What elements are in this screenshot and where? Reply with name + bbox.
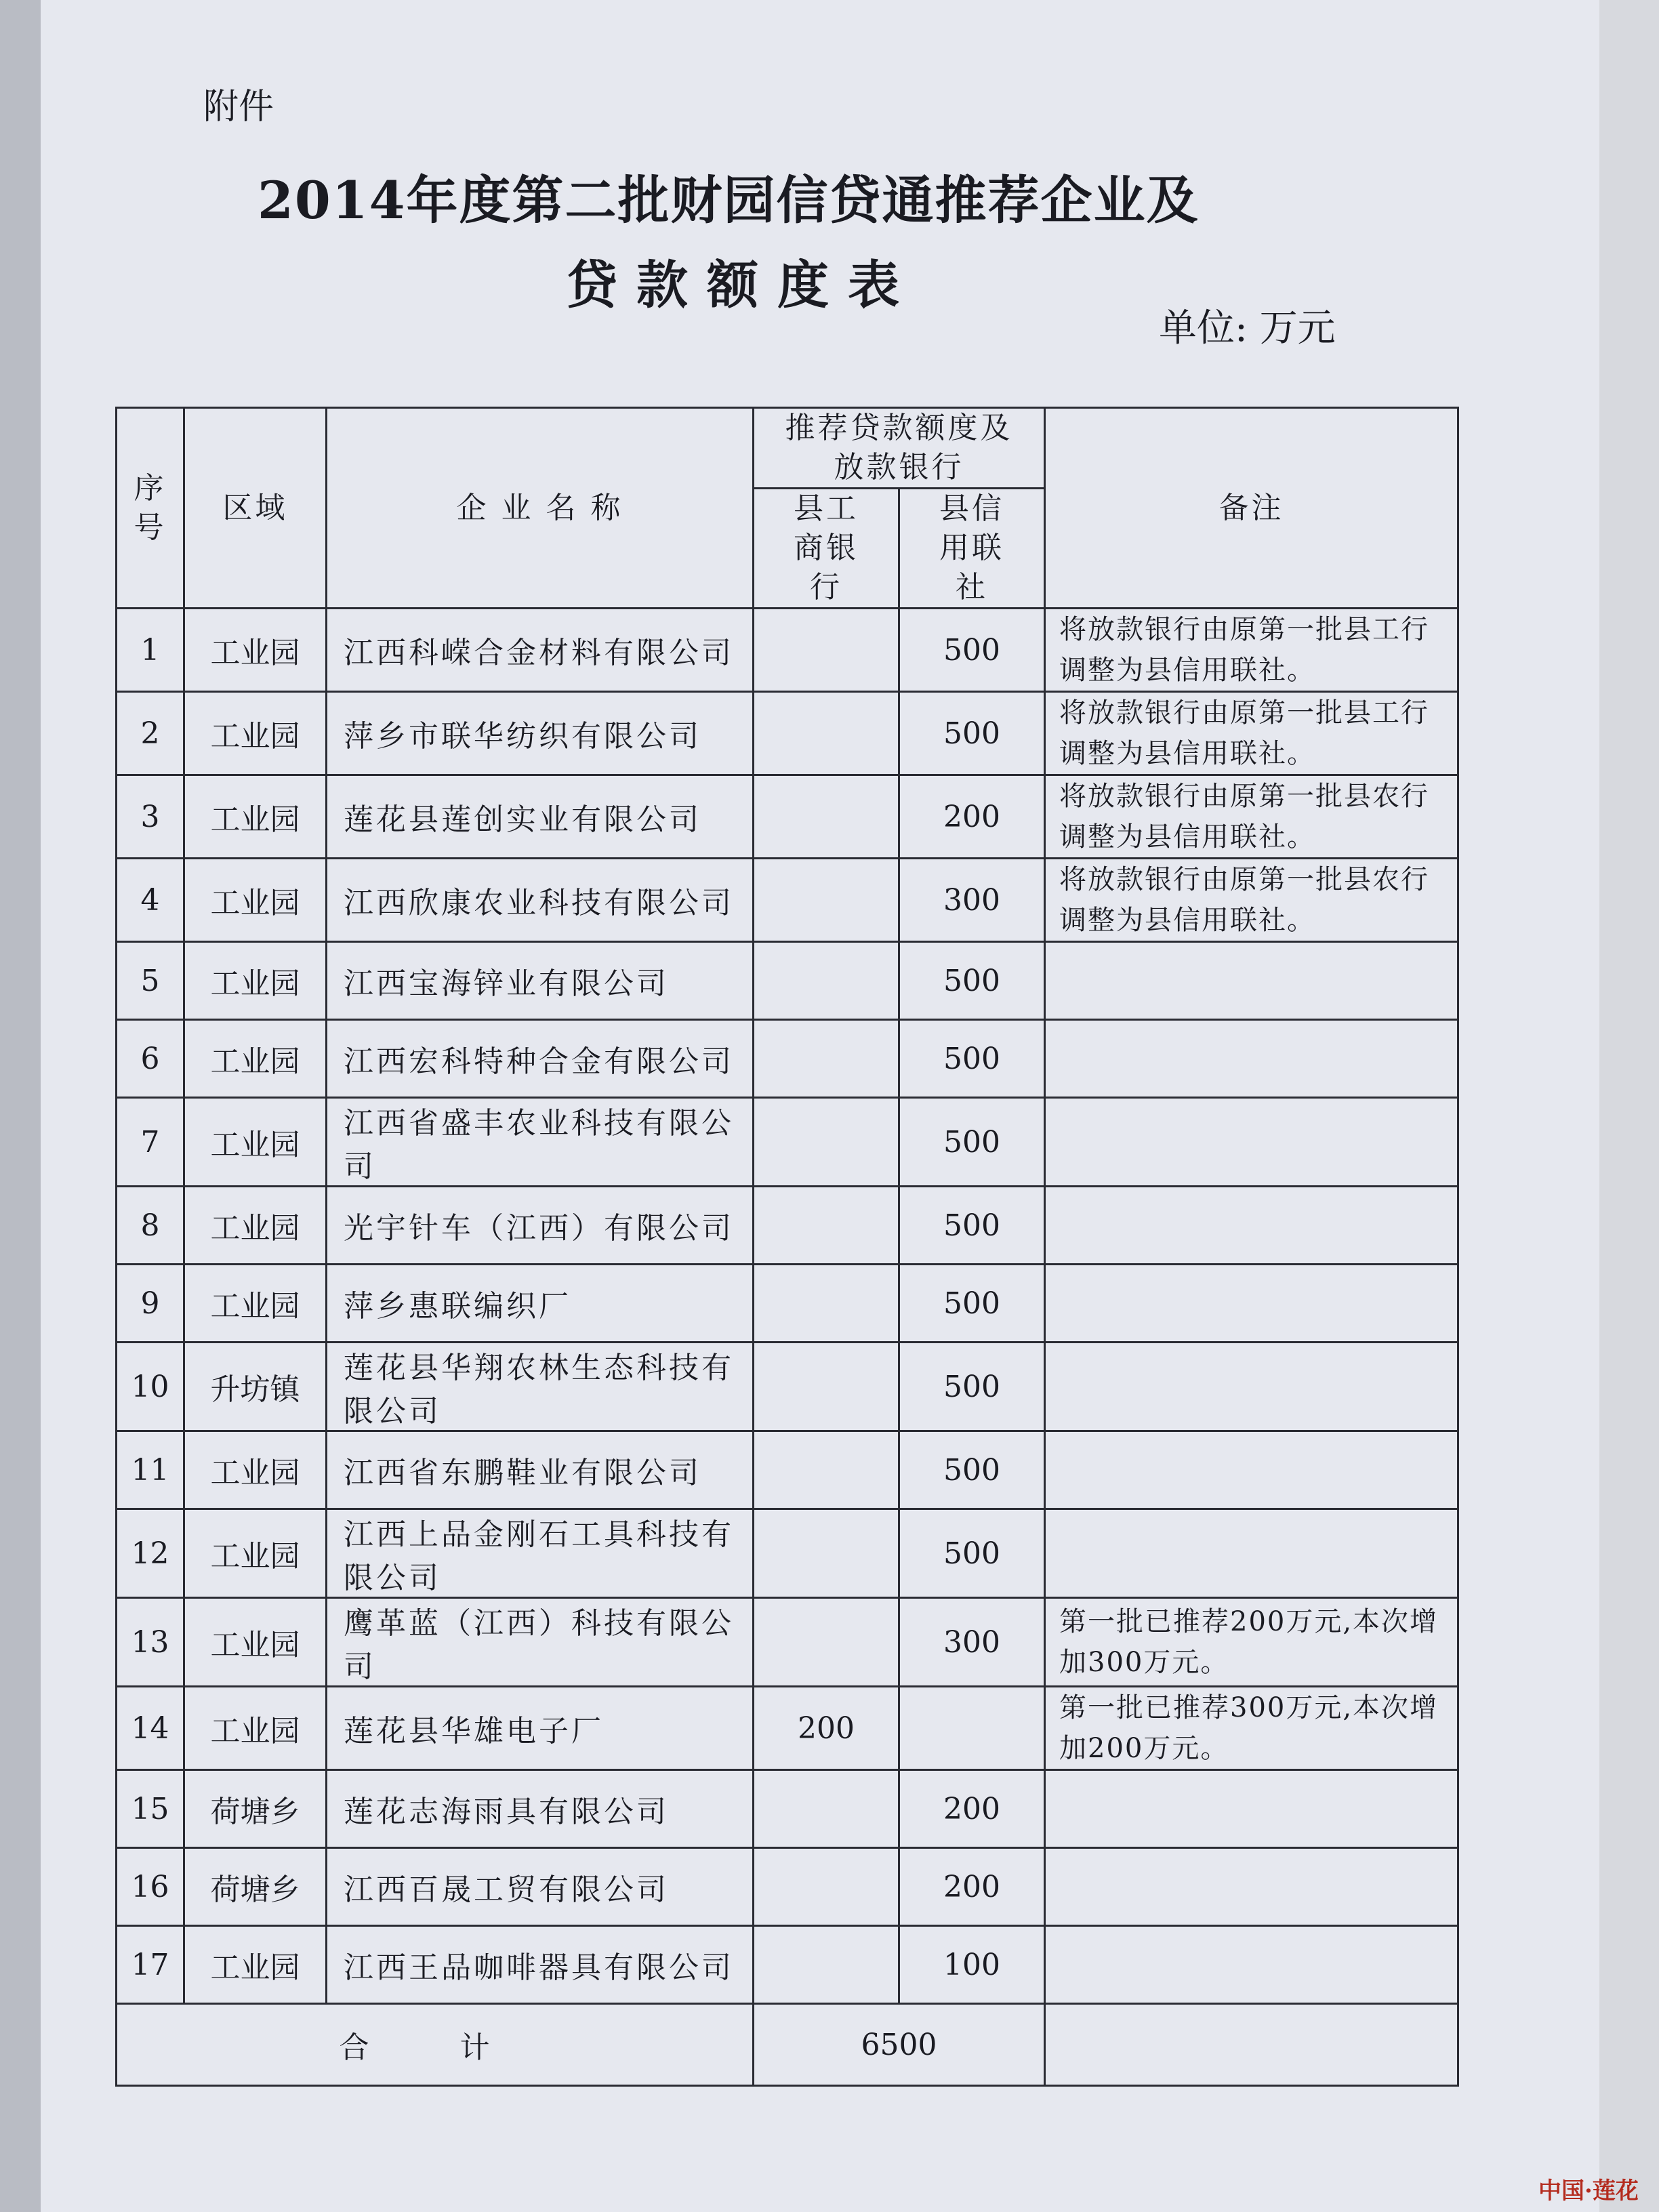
cell-remark: 将放款银行由原第一批县工行调整为县信用联社。 xyxy=(1045,609,1458,692)
cell-remark: 将放款银行由原第一批县农行调整为县信用联社。 xyxy=(1045,859,1458,942)
cell-bank1 xyxy=(754,1265,899,1343)
cell-seq: 2 xyxy=(117,692,184,775)
cell-bank2: 300 xyxy=(899,859,1045,942)
cell-bank2: 500 xyxy=(899,942,1045,1020)
cell-region: 工业园 xyxy=(184,609,327,692)
cell-bank2: 500 xyxy=(899,1265,1045,1343)
cell-seq: 9 xyxy=(117,1265,184,1343)
attachment-label: 附件 xyxy=(203,87,274,127)
cell-bank1: 200 xyxy=(754,1687,899,1770)
cell-company: 萍乡惠联编织厂 xyxy=(327,1265,754,1343)
cell-seq: 10 xyxy=(117,1343,184,1431)
cell-bank2: 200 xyxy=(899,1770,1045,1848)
cell-bank2: 500 xyxy=(899,1509,1045,1598)
cell-company: 光宇针车（江西）有限公司 xyxy=(327,1187,754,1265)
cell-bank1 xyxy=(754,1098,899,1187)
cell-region: 工业园 xyxy=(184,1020,327,1098)
table-row xyxy=(117,775,1458,859)
cell-region: 工业园 xyxy=(184,1431,327,1509)
cell-seq: 15 xyxy=(117,1770,184,1848)
cell-remark xyxy=(1045,1848,1458,1926)
table-row xyxy=(117,1598,1458,1687)
cell-seq: 17 xyxy=(117,1926,184,2004)
cell-company: 江西王品咖啡器具有限公司 xyxy=(327,1926,754,2004)
cell-bank1 xyxy=(754,609,899,692)
cell-company: 莲花县华雄电子厂 xyxy=(327,1687,754,1770)
cell-bank1 xyxy=(754,1020,899,1098)
table-row xyxy=(117,1343,1458,1431)
cell-bank2: 200 xyxy=(899,775,1045,859)
cell-seq: 3 xyxy=(117,775,184,859)
cell-seq: 7 xyxy=(117,1098,184,1187)
header-bank2: 县信用联社 xyxy=(899,489,1045,609)
cell-remark: 第一批已推荐300万元,本次增加200万元。 xyxy=(1045,1687,1458,1770)
header-loan-group: 推荐贷款额度及放款银行 xyxy=(754,408,1045,489)
cell-company: 江西科嵘合金材料有限公司 xyxy=(327,609,754,692)
title-line-1: 2014年度第二批财园信贷通推荐企业及 xyxy=(258,170,1200,230)
cell-company: 江西欣康农业科技有限公司 xyxy=(327,859,754,942)
table-row xyxy=(117,1687,1458,1770)
cell-bank2: 500 xyxy=(899,692,1045,775)
cell-company: 萍乡市联华纺织有限公司 xyxy=(327,692,754,775)
cell-bank1 xyxy=(754,1770,899,1848)
cell-region: 工业园 xyxy=(184,1509,327,1598)
cell-company: 江西省盛丰农业科技有限公司 xyxy=(327,1098,754,1187)
cell-seq: 6 xyxy=(117,1020,184,1098)
table-row xyxy=(117,1187,1458,1265)
cell-bank1 xyxy=(754,1343,899,1431)
cell-company: 江西宝海锌业有限公司 xyxy=(327,942,754,1020)
cell-region: 工业园 xyxy=(184,1687,327,1770)
cell-region: 升坊镇 xyxy=(184,1343,327,1431)
cell-bank1 xyxy=(754,1509,899,1598)
cell-bank2: 500 xyxy=(899,1431,1045,1509)
cell-seq: 16 xyxy=(117,1848,184,1926)
cell-company: 江西百晟工贸有限公司 xyxy=(327,1848,754,1926)
cell-bank1 xyxy=(754,1598,899,1687)
unit-label: 单位: 万元 xyxy=(1159,306,1336,350)
cell-bank1 xyxy=(754,942,899,1020)
cell-bank2: 100 xyxy=(899,1926,1045,2004)
cell-region: 工业园 xyxy=(184,1598,327,1687)
cell-bank1 xyxy=(754,692,899,775)
table-row xyxy=(117,859,1458,942)
table-row xyxy=(117,942,1458,1020)
cell-region: 工业园 xyxy=(184,1265,327,1343)
cell-seq: 4 xyxy=(117,859,184,942)
total-row xyxy=(117,2004,1458,2086)
cell-remark xyxy=(1045,1431,1458,1509)
cell-bank2: 300 xyxy=(899,1598,1045,1687)
cell-seq: 11 xyxy=(117,1431,184,1509)
cell-remark xyxy=(1045,942,1458,1020)
cell-region: 工业园 xyxy=(184,1098,327,1187)
cell-region: 工业园 xyxy=(184,1926,327,2004)
cell-bank2: 200 xyxy=(899,1848,1045,1926)
cell-seq: 5 xyxy=(117,942,184,1020)
cell-region: 荷塘乡 xyxy=(184,1770,327,1848)
cell-region: 工业园 xyxy=(184,942,327,1020)
cell-company: 江西宏科特种合金有限公司 xyxy=(327,1020,754,1098)
cell-region: 工业园 xyxy=(184,1187,327,1265)
cell-bank2: 500 xyxy=(899,1020,1045,1098)
cell-remark xyxy=(1045,1509,1458,1598)
header-remark: 备注 xyxy=(1045,408,1458,609)
cell-bank2 xyxy=(899,1687,1045,1770)
cell-company: 鹰革蓝（江西）科技有限公司 xyxy=(327,1598,754,1687)
watermark-logo: 中国·莲花 xyxy=(1538,2177,1639,2205)
cell-bank2: 500 xyxy=(899,609,1045,692)
cell-remark: 将放款银行由原第一批县工行调整为县信用联社。 xyxy=(1045,692,1458,775)
header-bank1: 县工商银行 xyxy=(754,489,899,609)
cell-company: 莲花志海雨具有限公司 xyxy=(327,1770,754,1848)
cell-seq: 13 xyxy=(117,1598,184,1687)
cell-bank1 xyxy=(754,1431,899,1509)
cell-company: 莲花县莲创实业有限公司 xyxy=(327,775,754,859)
cell-bank1 xyxy=(754,1926,899,2004)
cell-company: 江西省东鹏鞋业有限公司 xyxy=(327,1431,754,1509)
cell-remark xyxy=(1045,1770,1458,1848)
header-seq: 序号 xyxy=(117,408,184,609)
cell-remark xyxy=(1045,1343,1458,1431)
cell-remark xyxy=(1045,1265,1458,1343)
cell-remark xyxy=(1045,1098,1458,1187)
table-row xyxy=(117,1509,1458,1598)
cell-seq: 14 xyxy=(117,1687,184,1770)
table-row xyxy=(117,1770,1458,1848)
cell-region: 工业园 xyxy=(184,692,327,775)
total-amount: 6500 xyxy=(754,2004,1045,2086)
cell-bank2: 500 xyxy=(899,1098,1045,1187)
title-line-2: 贷款额度表 xyxy=(566,255,918,315)
header-row-1 xyxy=(117,408,1458,489)
cell-remark xyxy=(1045,1020,1458,1098)
table-row xyxy=(117,1020,1458,1098)
cell-bank2: 500 xyxy=(899,1187,1045,1265)
cell-region: 工业园 xyxy=(184,859,327,942)
cell-seq: 12 xyxy=(117,1509,184,1598)
cell-bank1 xyxy=(754,1187,899,1265)
cell-bank1 xyxy=(754,1848,899,1926)
table-row xyxy=(117,1098,1458,1187)
table-row xyxy=(117,1926,1458,2004)
background-paper-edge xyxy=(1599,0,1659,2212)
cell-company: 莲花县华翔农林生态科技有限公司 xyxy=(327,1343,754,1431)
header-region: 区域 xyxy=(184,408,327,609)
cell-remark: 将放款银行由原第一批县农行调整为县信用联社。 xyxy=(1045,775,1458,859)
total-remark xyxy=(1045,2004,1458,2086)
cell-region: 工业园 xyxy=(184,775,327,859)
total-label: 合 计 xyxy=(117,2004,754,2086)
table-row xyxy=(117,609,1458,692)
cell-remark xyxy=(1045,1926,1458,2004)
cell-seq: 8 xyxy=(117,1187,184,1265)
cell-remark xyxy=(1045,1187,1458,1265)
cell-bank1 xyxy=(754,775,899,859)
cell-bank1 xyxy=(754,859,899,942)
table-row xyxy=(117,1265,1458,1343)
table-row xyxy=(117,1431,1458,1509)
header-company: 企 业 名 称 xyxy=(327,408,754,609)
cell-region: 荷塘乡 xyxy=(184,1848,327,1926)
cell-bank2: 500 xyxy=(899,1343,1045,1431)
cell-remark: 第一批已推荐200万元,本次增加300万元。 xyxy=(1045,1598,1458,1687)
table-row xyxy=(117,692,1458,775)
cell-seq: 1 xyxy=(117,609,184,692)
loan-table xyxy=(115,407,1459,2087)
cell-company: 江西上品金刚石工具科技有限公司 xyxy=(327,1509,754,1598)
table-row xyxy=(117,1848,1458,1926)
